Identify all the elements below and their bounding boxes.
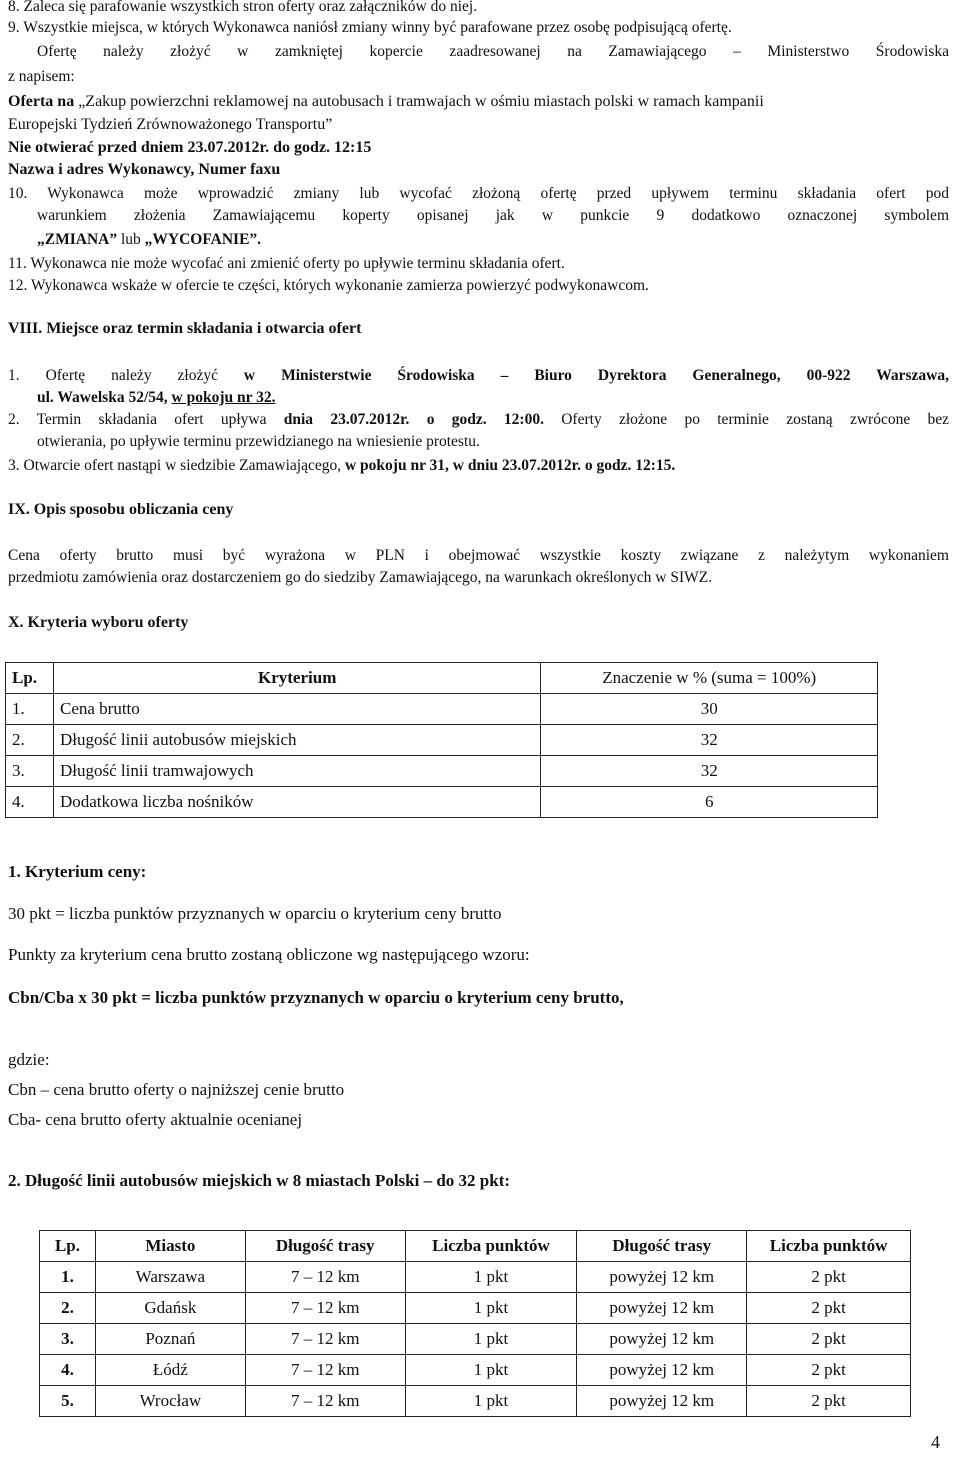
criterion-1-formula: Cbn/Cba x 30 pkt = liczba punktów przyznanych w oparciu o kryterium ceny brutto, [8,988,624,1007]
table-cell: 30 [541,694,878,725]
table-cell: 2 pkt [747,1293,911,1324]
header-cell: Lp. [6,663,54,694]
symbol-wycofanie: „WYCOFANIE”. [144,231,262,248]
submission-place-address: w Ministerstwie Środowiska – Biuro Dyrektora Generalnego, 00-922 Warszawa, [243,367,949,384]
table-cell: Wrocław [95,1386,245,1417]
section-viii-item2-line2: otwierania, po upływie terminu przewidzianego na wniesienie protestu. [37,433,480,450]
table-cell: 5. [40,1386,96,1417]
section-ix-line1: Cena oferty brutto musi być wyrażona w PLN i obejmować wszystkie koszty związane z należytym wykonaniem [8,547,949,564]
table-cell: 7 – 12 km [245,1386,405,1417]
section-viii-item3 [8,456,675,476]
header-cell: Liczba punktów [405,1231,577,1262]
table-cell: 1 pkt [405,1293,577,1324]
table-cell: 3. [6,756,54,787]
table-cell: Cena brutto [53,694,540,725]
table-row [6,725,878,756]
table-cell: 32 [541,725,878,756]
table-cell: 32 [541,756,878,787]
table-cell: Warszawa [95,1262,245,1293]
table-row [40,1324,911,1355]
header-cell: Miasto [95,1231,245,1262]
bus-lines-table-header [40,1231,911,1262]
section-ix-line2: przedmiotu zamówienia oraz dostarczeniem go do siedziby Zamawiającego, na warunkach określonych w SIWZ. [8,569,713,586]
table-cell: powyżej 12 km [577,1293,747,1324]
symbol-zmiana: „ZMIANA” [37,231,118,248]
table-row [40,1262,911,1293]
envelope-offer-label: Oferta na [8,93,75,110]
deadline-intro: 2. Termin składania ofert upływa [8,411,284,428]
table-cell: 1. [40,1262,96,1293]
table-row [6,756,878,787]
table-cell: Łódź [95,1355,245,1386]
header-cell: Długość trasy [577,1231,747,1262]
header-cell: Długość trasy [245,1231,405,1262]
table-row [6,694,878,725]
list-item-11: 11. Wykonawca nie może wycofać ani zmienić oferty po upływie terminu składania ofert. [8,255,565,272]
section-viii-title: VIII. Miejsce oraz termin składania i otwarcia ofert [8,320,362,337]
opening-intro: 3. Otwarcie ofert nastąpi w siedzibie Zamawiającego, [8,457,345,474]
header-cell: Liczba punktów [747,1231,911,1262]
header-cell: Lp. [40,1231,96,1262]
formula-cba: Cba- cena brutto oferty aktualnie ocenianej [8,1110,303,1129]
table-cell: 7 – 12 km [245,1262,405,1293]
deadline-note: Oferty złożone po terminie zostaną zwrócone bez [543,411,949,428]
table-cell: 1. [6,694,54,725]
table-row [40,1386,911,1417]
list-item-12: 12. Wykonawca wskaże w ofercie te części, których wykonanie zamierza powierzyć podwykonawcom. [8,277,649,294]
section-x-title: X. Kryteria wyboru oferty [8,614,189,631]
section-viii-item1-line1 [8,366,949,386]
table-cell: 7 – 12 km [245,1293,405,1324]
table-cell: 2 pkt [747,1355,911,1386]
list-item-10-line2: warunkiem złożenia Zamawiającemu koperty opisanej jak w punkcie 9 dodatkowo oznaczonej symbolem [37,207,949,224]
table-cell: 1 pkt [405,1355,577,1386]
table-cell: 2. [6,725,54,756]
table-cell: Dodatkowa liczba nośników [53,787,540,818]
table-cell: 6 [541,787,878,818]
table-row [40,1355,911,1386]
submission-room: w pokoju nr 32. [171,389,276,406]
table-cell: Długość linii tramwajowych [53,756,540,787]
list-item-10-line1: 10. Wykonawca może wprowadzić zmiany lub wycofać złożoną ofertę przed upływem terminu składania ofert pod [8,185,949,202]
section-viii-item1-line2 [37,388,275,408]
criterion-1-points: 30 pkt = liczba punktów przyznanych w oparciu o kryterium ceny brutto [8,904,502,923]
table-cell: powyżej 12 km [577,1355,747,1386]
header-cell: Znaczenie w % (suma = 100%) [541,663,878,694]
table-cell: 7 – 12 km [245,1355,405,1386]
page-number: 4 [931,1432,940,1452]
criteria-table [5,662,878,818]
criterion-1-formula-intro: Punkty za kryterium cena brutto zostaną obliczone wg następującego wzoru: [8,945,530,964]
symbol-or: lub [117,231,145,248]
table-row [6,787,878,818]
table-cell: Poznań [95,1324,245,1355]
table-cell: powyżej 12 km [577,1386,747,1417]
deadline-date: dnia 23.07.2012r. o godz. 12:00. [283,411,544,428]
table-cell: powyżej 12 km [577,1262,747,1293]
table-cell: 3. [40,1324,96,1355]
list-item-9: 9. Wszystkie miejsca, w których Wykonawca naniósł zmiany winny być parafowane przez osobę podpisującą ofertę. [8,19,732,36]
list-item-10-line3 [37,230,261,250]
table-cell: 1 pkt [405,1262,577,1293]
table-cell: 4. [40,1355,96,1386]
table-cell: 7 – 12 km [245,1324,405,1355]
table-cell: Długość linii autobusów miejskich [53,725,540,756]
bus-lines-table [39,1230,911,1417]
envelope-text-line1 [8,92,764,112]
submission-place-intro: 1. Ofertę należy złożyć [8,367,244,384]
envelope-do-not-open: Nie otwierać przed dniem 23.07.2012r. do godz. 12:15 [8,139,372,156]
table-row [40,1293,911,1324]
section-viii-item2-line1 [8,410,949,430]
table-cell: powyżej 12 km [577,1324,747,1355]
criterion-2-title: 2. Długość linii autobusów miejskich w 8 miastach Polski – do 32 pkt: [8,1171,511,1190]
table-cell: 1 pkt [405,1386,577,1417]
table-cell: 2 pkt [747,1262,911,1293]
offer-instructions-line2: z napisem: [8,68,75,85]
criterion-1-title: 1. Kryterium ceny: [8,862,147,881]
formula-where: gdzie: [8,1050,50,1069]
submission-street: ul. Wawelska 52/54, [37,389,172,406]
table-cell: 1 pkt [405,1324,577,1355]
header-cell: Kryterium [53,663,540,694]
table-cell: Gdańsk [95,1293,245,1324]
envelope-offer-title: „Zakup powierzchni reklamowej na autobusach i tramwajach w ośmiu miastach polski w ramach kampanii [74,93,764,110]
offer-instructions-line1: Ofertę należy złożyć w zamkniętej kopercie zaadresowanej na Zamawiającego – Ministerstwo Środowiska [37,43,949,60]
criteria-table-header [6,663,878,694]
table-cell: 2 pkt [747,1386,911,1417]
table-cell: 4. [6,787,54,818]
table-cell: 2 pkt [747,1324,911,1355]
list-item-8: 8. Zaleca się parafowanie wszystkich stron oferty oraz załączników do niej. [8,0,478,15]
envelope-text-line2: Europejski Tydzień Zrównoważonego Transportu” [8,116,333,133]
formula-cbn: Cbn – cena brutto oferty o najniższej cenie brutto [8,1080,345,1099]
table-cell: 2. [40,1293,96,1324]
section-ix-title: IX. Opis sposobu obliczania ceny [8,501,234,518]
opening-room-date: w pokoju nr 31, w dniu 23.07.2012r. o godz. 12:15. [344,457,676,474]
envelope-contractor-info: Nazwa i adres Wykonawcy, Numer faxu [8,161,281,178]
